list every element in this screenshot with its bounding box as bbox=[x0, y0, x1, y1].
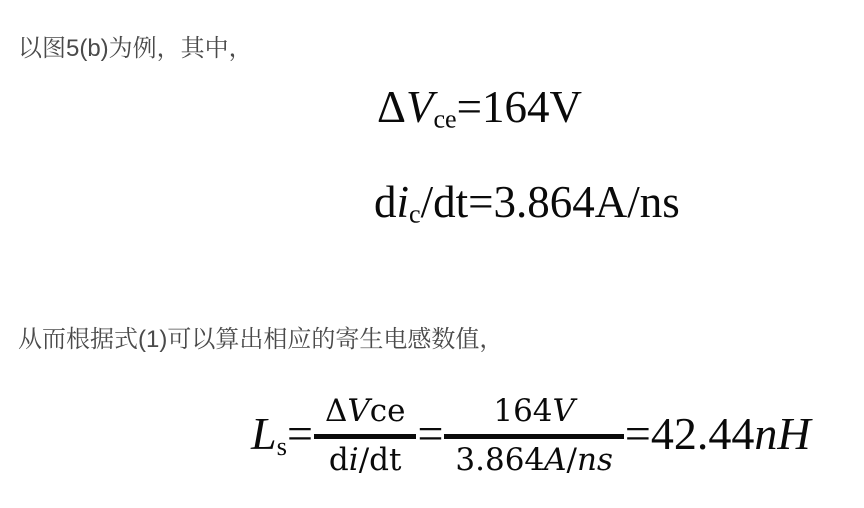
denominator-unit-ns: ns bbox=[576, 441, 613, 478]
voltage-variable: V bbox=[347, 392, 370, 429]
fraction-bar bbox=[444, 434, 623, 439]
symbolic-numerator bbox=[325, 394, 406, 430]
voltage-value: =164V bbox=[456, 82, 583, 132]
didt-value: /dt=3.864A/ns bbox=[420, 177, 680, 227]
intro-paragraph: 以图5(b)为例，其中， bbox=[18, 35, 253, 62]
current-variable: i bbox=[396, 177, 410, 227]
ls-symbol: $L_s$ bbox=[251, 408, 287, 461]
d-symbol: d bbox=[328, 441, 349, 478]
equation-di-dt bbox=[374, 177, 680, 229]
delta-symbol: Δ bbox=[324, 392, 348, 429]
denominator-value: 3.864 bbox=[455, 441, 545, 478]
equals-sign-1: = bbox=[286, 408, 313, 459]
fraction-bar bbox=[314, 434, 417, 439]
current-subscript: c bbox=[409, 199, 421, 229]
equation-ls-result bbox=[251, 390, 811, 482]
equals-sign-2: = bbox=[417, 408, 444, 459]
symbolic-denominator bbox=[329, 443, 402, 479]
voltage-subscript: ce bbox=[433, 104, 457, 134]
numeric-denominator bbox=[455, 443, 612, 479]
numerator-value: 164 bbox=[493, 392, 553, 429]
numeric-numerator bbox=[493, 394, 575, 430]
equation-delta-vce bbox=[377, 82, 583, 134]
numerator-unit: V bbox=[552, 392, 575, 429]
voltage-suffix: ce bbox=[369, 392, 406, 429]
didt-suffix: /dt bbox=[358, 441, 402, 478]
d-symbol: d bbox=[374, 177, 397, 227]
result-unit: nH bbox=[754, 408, 811, 459]
numeric-fraction bbox=[444, 394, 623, 478]
denominator-slash: / bbox=[566, 441, 577, 478]
derivation-paragraph: 从而根据式(1)可以算出相应的寄生电感数值， bbox=[18, 326, 504, 353]
current-variable: i bbox=[348, 441, 359, 478]
denominator-unit-a: A bbox=[544, 441, 567, 478]
result-value: 42.44nH bbox=[650, 408, 811, 459]
equals-sign-3: = bbox=[624, 408, 651, 459]
voltage-variable: V bbox=[405, 82, 434, 132]
symbolic-fraction bbox=[314, 394, 417, 478]
delta-symbol: Δ bbox=[377, 82, 406, 132]
ls-subscript: s bbox=[276, 430, 287, 461]
